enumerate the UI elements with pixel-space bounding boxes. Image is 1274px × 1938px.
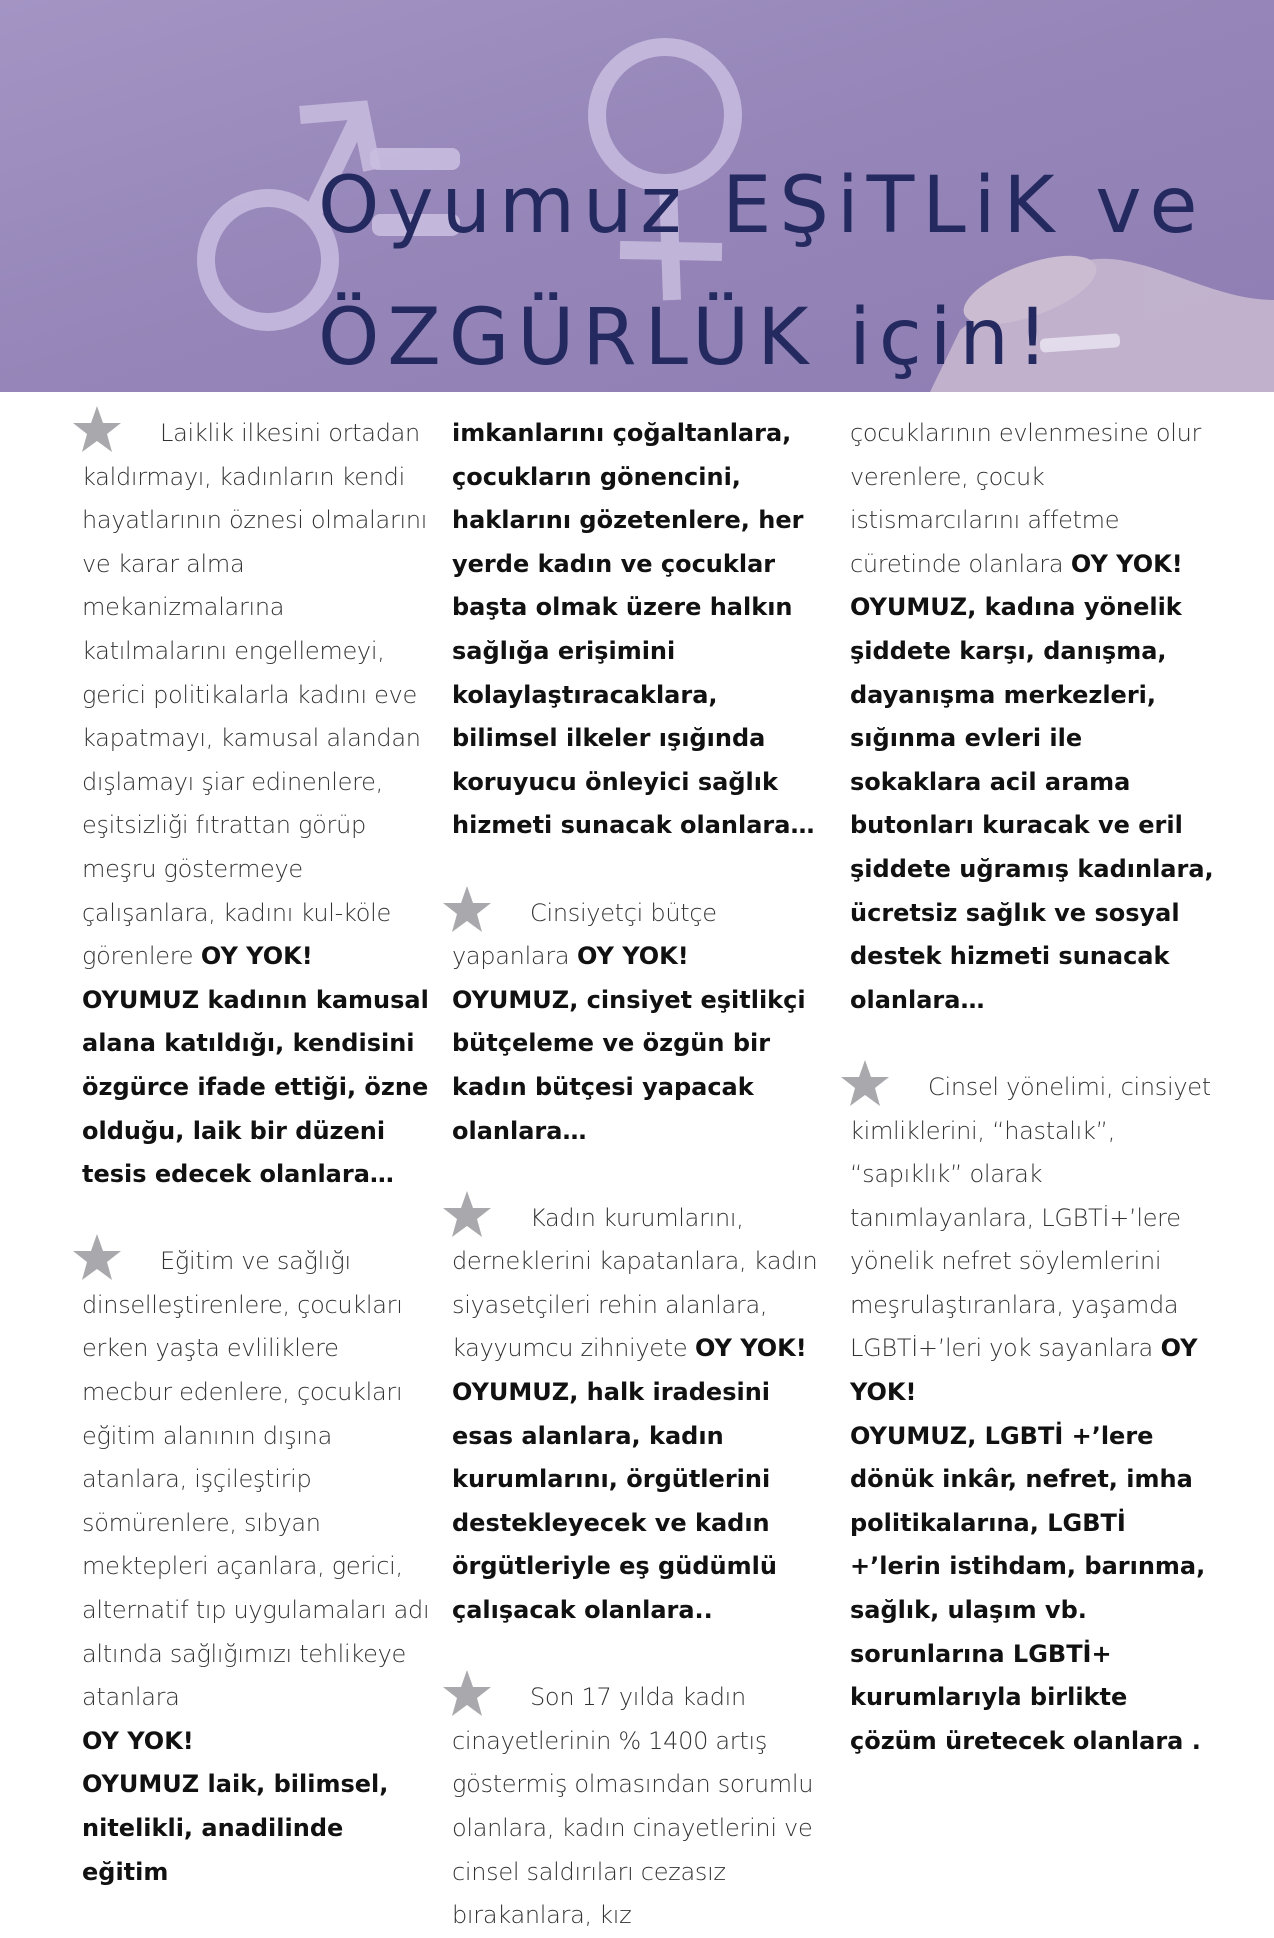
oyumuz-statement: imkanlarını çoğaltanlara, çocukların gönencini, haklarını gözetenlere, her yerde kadın ve çocuklar başta olmak üzere halkın sağlığa erişimini kolaylaştıracaklara, bilimsel ilkeler ışığında koruyucu önleyici sağlık hizmeti sunacak olanlara… bbox=[452, 419, 815, 840]
paragraph-text: Eğitim ve sağlığı dinselleştirenlere, çocukları erken yaşta evliliklere mecbur edenlere, çocukları eğitim alanının dışına atanlara, işçileştirip sömürenlere, sıbyan mektepleri açanlara, gerici, alternatif tıp uygulamaları adı altında sağlığımızı tehlikeye atanlara bbox=[82, 1247, 430, 1712]
paragraph-text: çocuklarının evlenmesine olur verenlere, çocuk istismarcılarını affetme cüretinde olanlara bbox=[850, 419, 1202, 578]
star-icon bbox=[838, 1058, 892, 1110]
oyumuz-statement: OYUMUZ laik, bilimsel, nitelikli, anadilinde eğitim bbox=[82, 1770, 389, 1886]
column-2 bbox=[452, 412, 818, 1938]
oy-yok-label: OY YOK! bbox=[850, 1334, 1198, 1407]
paragraph-continued bbox=[452, 412, 818, 848]
paragraph-egitim bbox=[82, 1240, 434, 1894]
paragraph-kurumlar bbox=[452, 1197, 818, 1633]
paragraph-cocuk-evlilik bbox=[850, 412, 1220, 1022]
oyumuz-statement: OYUMUZ, halk iradesini esas alanlara, kadın kurumlarını, örgütlerini destekleyecek ve kadın örgütleriyle eş güdümlü çalışacak olanlara.. bbox=[452, 1378, 777, 1625]
column-3 bbox=[850, 412, 1220, 1763]
paragraph-text: Kadın kurumlarını, derneklerini kapatanlara, kadın siyasetçileri rehin alanlara, kayyumcu zihniyete bbox=[452, 1203, 818, 1363]
paragraph-lgbti bbox=[850, 1066, 1220, 1764]
paragraph-cinayetler bbox=[452, 1676, 818, 1938]
paragraph-laiklik bbox=[82, 412, 434, 1197]
oy-yok-label: OY YOK! bbox=[694, 1334, 807, 1363]
oy-yok-label: OY YOK! bbox=[576, 942, 689, 971]
column-1 bbox=[82, 412, 434, 1894]
star-icon bbox=[70, 1232, 124, 1284]
star-icon bbox=[440, 1189, 494, 1241]
star-icon bbox=[70, 404, 124, 456]
oyumuz-statement: OYUMUZ kadının kamusal alana katıldığı, kendisini özgürce ifade ettiği, özne olduğu, laik bir düzeni tesis edecek olanlara… bbox=[82, 985, 429, 1189]
oyumuz-statement: OYUMUZ, kadına yönelik şiddete karşı, danışma, dayanışma merkezleri, sığınma evleri ile sokaklara acil arama butonları kuracak ve eril şiddete uğramış kadınlara, ücretsiz sağlık ve sosyal destek hizmeti sunacak olanlara… bbox=[850, 593, 1214, 1014]
paragraph-text: Cinsiyetçi bütçe yapanlara bbox=[452, 898, 717, 971]
oyumuz-statement: OYUMUZ, cinsiyet eşitlikçi bütçeleme ve özgün bir kadın bütçesi yapacak olanlara… bbox=[452, 985, 806, 1145]
star-icon bbox=[440, 884, 494, 936]
title-line-2: ÖZGÜRLÜK için! bbox=[318, 293, 1057, 383]
page-title bbox=[318, 140, 1248, 392]
header-banner bbox=[0, 0, 1274, 392]
paragraph-text: Laiklik ilkesini ortadan kaldırmayı, kadınların kendi hayatlarının öznesi olmalarını ve karar alma mekanizmalarına katılmalarını engellemeyi, gerici politikalarla kadını eve kapatmayı, kamusal alandan dışlamayı şiar edinenlere, eşitsizliği fıtrattan görüp meşru göstermeye çalışanlara, kadını kul-köle görenlere bbox=[82, 419, 428, 971]
article-columns bbox=[0, 400, 1274, 1930]
paragraph-text: Son 17 yılda kadın cinayetlerinin % 1400 artış göstermiş olmasından sorumlu olanlara, kadın cinayetlerini ve cinsel saldırıları cezasız bırakanlara, kız bbox=[452, 1683, 814, 1930]
title-line-1: Oyumuz EŞiTLiK ve bbox=[318, 161, 1206, 251]
oy-yok-label: OY YOK! bbox=[82, 1726, 194, 1755]
paragraph-text: Cinsel yönelimi, cinsiyet kimliklerini, “hastalık”, “sapıklık” olarak tanımlayanlara, LGBTİ+’lere yönelik nefret söylemlerini meşrulaştıranlara, yaşamda LGBTİ+’leri yok sayanlara bbox=[850, 1072, 1211, 1363]
star-icon bbox=[440, 1668, 494, 1720]
oy-yok-label: OY YOK! bbox=[1070, 549, 1183, 578]
oyumuz-statement: OYUMUZ, LGBTİ +’lere dönük inkâr, nefret, imha politikalarına, LGBTİ +’lerin istihdam, barınma, sağlık, ulaşım vb. sorunlarına LGBTİ+ kurumlarıyla birlikte çözüm üretecek olanlara . bbox=[850, 1421, 1206, 1755]
paragraph-butce bbox=[452, 892, 818, 1154]
oy-yok-label: OY YOK! bbox=[200, 942, 313, 971]
